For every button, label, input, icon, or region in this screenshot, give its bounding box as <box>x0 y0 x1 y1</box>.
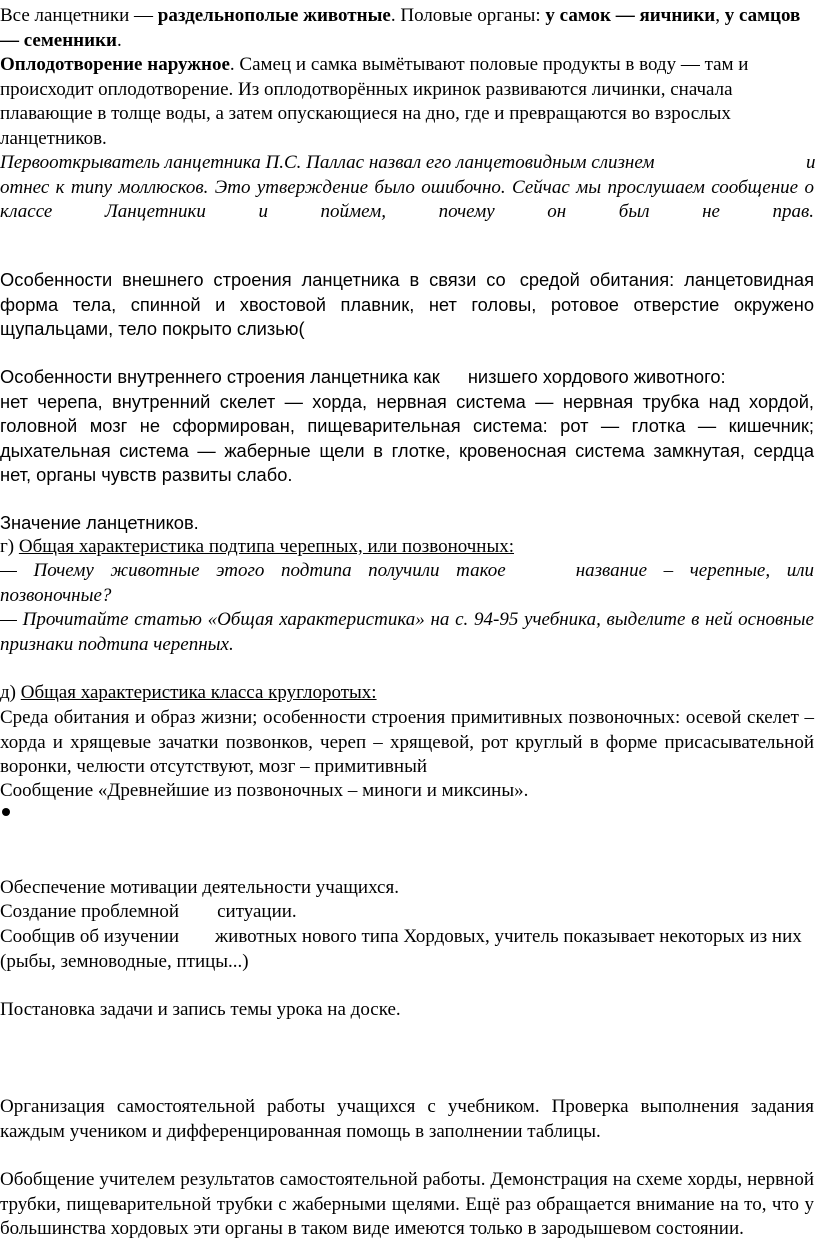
text-run: Особенности внутреннего строения ланцетника как <box>0 366 440 387</box>
cyclostomes-paragraph <box>0 706 814 780</box>
text-run: Создание проблемной <box>0 901 180 922</box>
problem-situation-line <box>0 900 814 925</box>
text-run: животных нового типа Хордовых, учитель показывает некоторых из них (рыбы, земноводные, птицы...) <box>0 926 802 972</box>
bold-term: раздельнополые животные <box>157 5 391 26</box>
section-d-heading <box>0 681 814 706</box>
text-run: , <box>715 5 725 26</box>
text-run: — Почему животные этого подтипа получили такое <box>0 560 506 581</box>
pallas-line-1 <box>0 151 814 176</box>
text-run: Организация самостоятельной работы учащихся с учебником. Проверка выполнения задания каждым учеником и дифференцированная помощь в заполнении таблицы. <box>0 1096 814 1142</box>
text-run: и <box>806 152 816 173</box>
bold-term: у самок — яичники <box>545 5 716 26</box>
bullet-icon <box>2 808 10 816</box>
task-line <box>0 998 814 1023</box>
text-run: Все ланцетники — <box>0 5 158 26</box>
internal-structure-paragraph <box>0 365 814 488</box>
text-run: Обобщение учителем результатов самостоятельной работы. Демонстрация на схеме хорды, нервной трубки, пищеварительной трубки с жаберными щелями. Ещё раз обращается внимание на то, что у большинства хордовых эти органы в таком виде имеются только в зародышевом состоянии. <box>0 1169 814 1239</box>
section-g-heading <box>0 535 814 560</box>
internal-structure-heading <box>0 365 814 390</box>
pallas-paragraph <box>0 151 814 225</box>
teacher-shows-paragraph <box>0 925 814 974</box>
text-run: Обеспечение мотивации деятельности учащихся. <box>0 877 399 898</box>
section-marker: д) <box>0 682 21 703</box>
text-run: Постановка задачи и запись темы урока на доске. <box>0 999 401 1020</box>
text-run: Особенности внешнего строения ланцетника в связи со <box>0 269 506 290</box>
section-marker: г) <box>0 536 19 557</box>
text-run: — Прочитайте статью «Общая характеристика» на с. 94-95 учебника, выделите в ней основные признаки подтипа черепных. <box>0 609 814 655</box>
generalization-paragraph <box>0 1168 814 1242</box>
text-run: Первооткрыватель ланцетника П.С. Паллас назвал его ланцетовидным слизнем <box>0 152 655 173</box>
text-run: средой обитания: ланцетовидная форма тела, спинной и хвостовой плавник, нет головы, ротовое отверстие окружено щупальцами, тело покрыто слизью( <box>0 269 814 339</box>
bold-term: у самцов — семенники <box>0 5 801 51</box>
text-run: Среда обитания и образ жизни; особенности строения примитивных позвоночных: осевой скелет – хорда и хрящевые зачатки позвонков, череп – хрящевой, рот круглый в форме присасывательной воронки, челюсти отсутствуют, мозг – примитивный <box>0 707 814 777</box>
motivation-line <box>0 876 814 901</box>
text-run: низшего хордового животного: <box>467 366 726 387</box>
text-run: ситуации. <box>217 901 297 922</box>
text-run: . Самец и самка вымётывают половые продукты в воду — там и происходит оплодотворение. Из оплодотворённых икринок развиваются личинки, сначала плавающие в толще воды, а затем опускающиеся на дно, где и превращаются во взрослых ланцетников. <box>0 54 749 149</box>
text-run: Сообщение «Древнейшие из позвоночных – миноги и миксины». <box>0 780 529 801</box>
text-run: Сообщив об изучении <box>0 926 180 947</box>
organization-paragraph <box>0 1095 814 1144</box>
section-title: Общая характеристика подтипа черепных, или позвоночных: <box>18 536 515 557</box>
text-run: . Половые органы: <box>390 5 546 26</box>
text-run: нет черепа, внутренний скелет — хорда, нервная система — нервная трубка над хордой, головной мозг не сформирован, пищеварительная система: рот — глотка — кишечник; дыхательная система — жаберные щели в глотке, кровеносная система замкнутая, сердца нет, органы чувств развиты слабо. <box>0 390 814 485</box>
text-run: название – черепные, или позвоночные? <box>0 560 815 606</box>
section-title: Общая характеристика класса круглоротых: <box>20 682 377 703</box>
section-g-question-1 <box>0 559 814 608</box>
section-g-question-2 <box>0 608 814 657</box>
text-run: Значение ланцетников. <box>0 512 199 533</box>
sexes-paragraph <box>0 4 814 53</box>
external-structure-paragraph <box>0 268 814 342</box>
text-run: отнес к типу моллюсков. Это утверждение было ошибочно. Сейчас мы прослушаем сообщение о классе Ланцетники и поймем, почему он был не прав. <box>0 176 814 222</box>
bold-term: Оплодотворение наружное <box>0 54 230 75</box>
text-run: . <box>116 29 122 51</box>
significance-line <box>0 511 814 536</box>
fertilization-paragraph <box>0 53 814 151</box>
report-line <box>0 779 814 804</box>
